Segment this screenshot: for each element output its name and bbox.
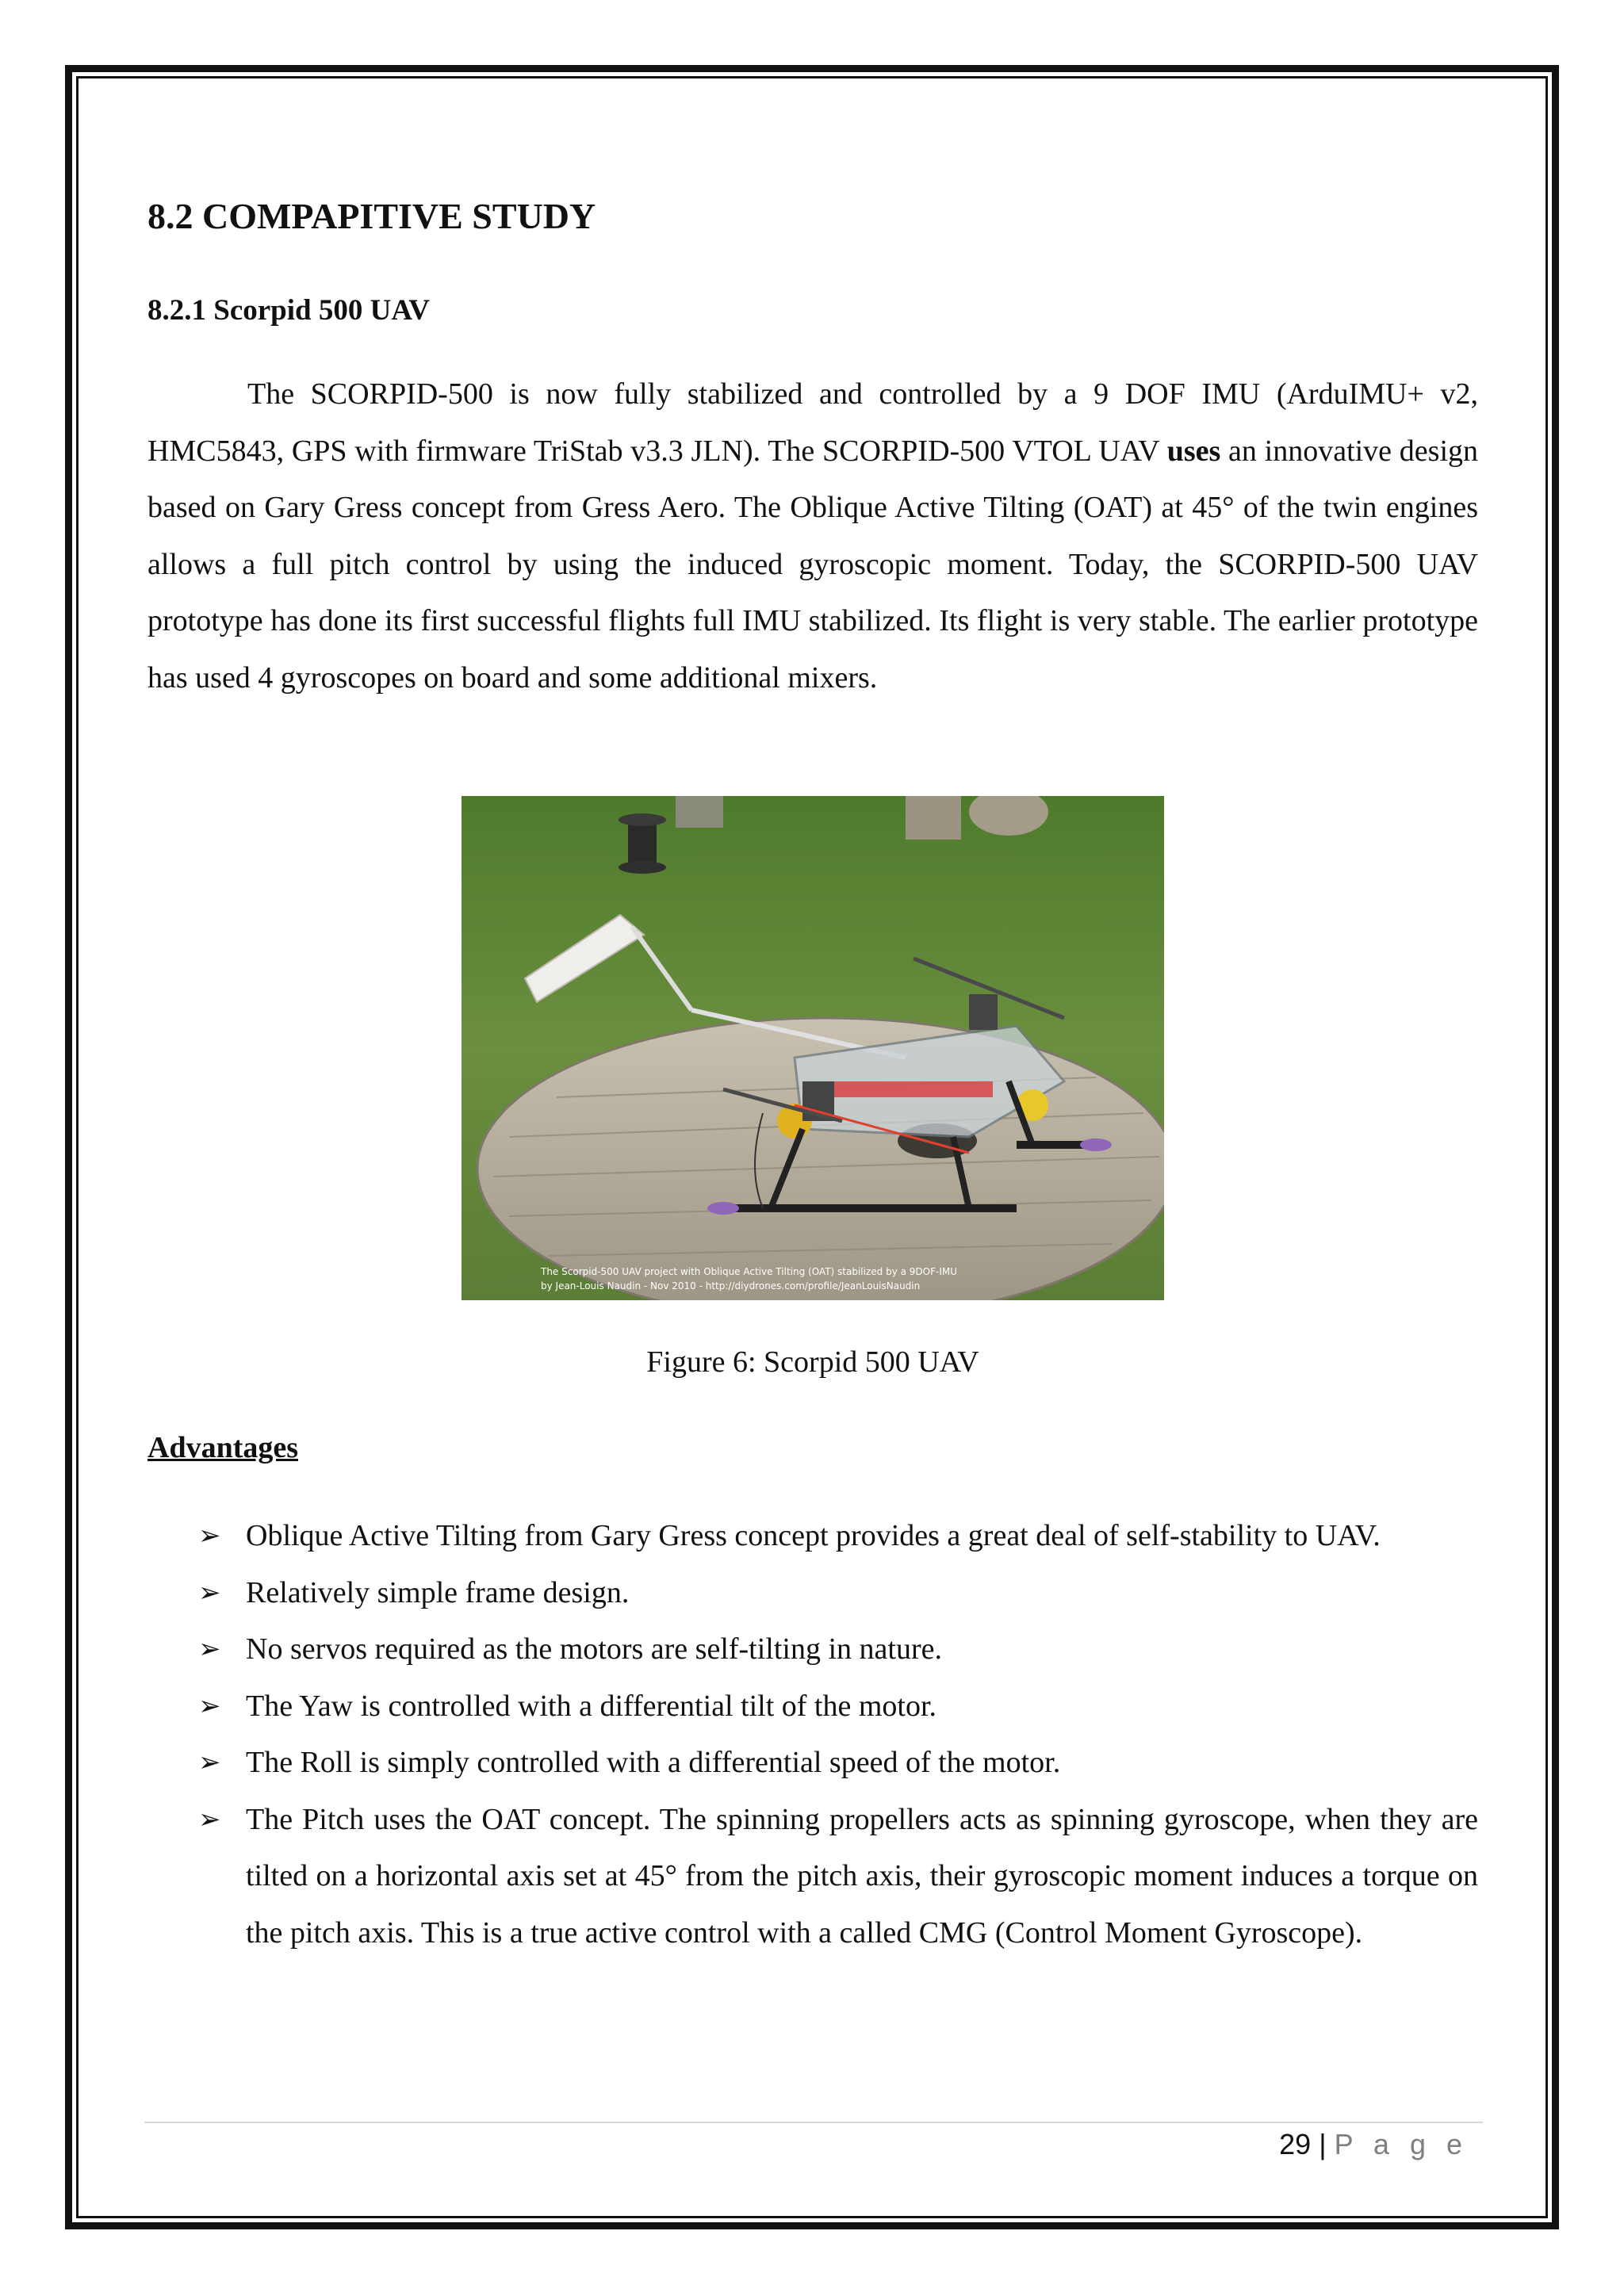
advantages-heading: Advantages <box>147 1431 299 1464</box>
list-item <box>147 1508 1478 1565</box>
paragraph-text-2: an innovative design based on Gary Gress concept from Gress Aero. The Oblique Active Tilting (OAT) at 45° of the twin engines allows a full pitch control by using the induced gyroscopic moment. Today, the SCORPID-500 UAV prototype has done its first successful flights full IMU stabilized. Its flight is very stable. The earlier prototype has used 4 gyroscopes on board and some additional mixers. <box>147 434 1479 695</box>
list-item-text: Relatively simple frame design. <box>246 1575 630 1609</box>
figure-caption: Figure 6: Scorpid 500 UAV <box>646 1345 979 1379</box>
list-item <box>147 1735 1478 1792</box>
list-item-text: Oblique Active Tilting from Gary Gress concept provides a great deal of self-stability to UAV. <box>246 1519 1381 1552</box>
paragraph-text-1: The SCORPID-500 is now fully stabilized and controlled by a 9 DOF IMU (ArduIMU+ v2, HMC5843, GPS with firmware TriStab v3.3 JLN). The SCORPID-500 VTOL UAV <box>147 377 1478 468</box>
scorpid-uav-photo <box>462 796 1164 1300</box>
arrow-bullet-icon: ➢ <box>198 1747 221 1778</box>
list-item <box>147 1621 1478 1678</box>
arrow-bullet-icon: ➢ <box>198 1576 221 1609</box>
list-item-text: The Yaw is controlled with a differential tilt of the motor. <box>246 1689 937 1723</box>
list-item <box>147 1792 1478 1962</box>
list-item-text: The Pitch uses the OAT concept. The spinning propellers acts as spinning gyroscope, when they are tilted on a horizontal axis set at 45° from the pitch axis, their gyroscopic moment induces a torque on the pitch axis. This is a true active control with a called CMG (Control Moment Gyroscope). <box>246 1802 1478 1950</box>
arrow-bullet-icon: ➢ <box>198 1803 221 1835</box>
list-item <box>147 1678 1478 1735</box>
arrow-bullet-icon: ➢ <box>198 1689 221 1722</box>
page-footer <box>1279 2128 1469 2161</box>
page-label: P a g e <box>1334 2128 1469 2160</box>
body-paragraph <box>147 366 1478 706</box>
footer-divider <box>144 2122 1483 2123</box>
list-item <box>147 1565 1478 1622</box>
advantages-list <box>147 1508 1478 1961</box>
photo-watermark-line2: by Jean-Louis Naudin - Nov 2010 - http://diydrones.com/profile/JeanLouisNaudin <box>541 1280 921 1292</box>
photo-watermark-line1: The Scorpid-500 UAV project with Oblique Active Tilting (OAT) stabilized by a 9DOF-IMU <box>541 1266 958 1277</box>
subsection-heading: 8.2.1 Scorpid 500 UAV <box>147 294 430 327</box>
list-item-text: The Roll is simply controlled with a differential speed of the motor. <box>246 1746 1061 1779</box>
arrow-bullet-icon: ➢ <box>198 1633 221 1665</box>
list-item-text: No servos required as the motors are self-tilting in nature. <box>246 1632 942 1666</box>
section-heading: 8.2 COMPAPITIVE STUDY <box>147 196 596 236</box>
page-number: 29 <box>1279 2128 1312 2160</box>
paragraph-bold-word: uses <box>1166 434 1221 468</box>
footer-separator: | <box>1319 2128 1327 2160</box>
photo-illustration <box>462 796 1164 1300</box>
arrow-bullet-icon: ➢ <box>198 1520 221 1552</box>
